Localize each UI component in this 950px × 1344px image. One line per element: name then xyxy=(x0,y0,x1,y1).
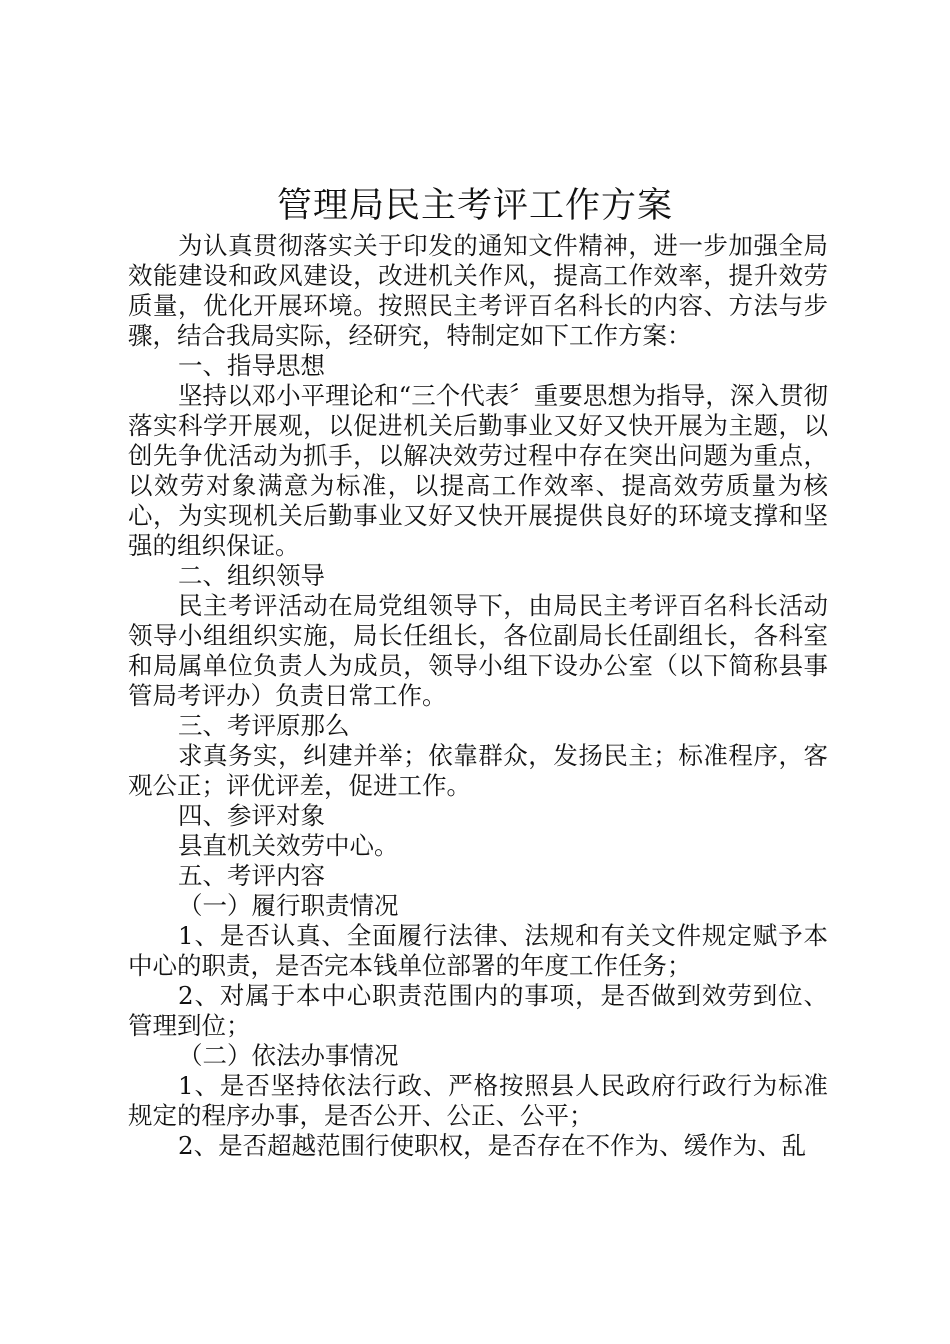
subsection-heading-lawful-conduct: （二）依法办事情况 xyxy=(178,1041,399,1070)
section-heading-organization: 二、组织领导 xyxy=(178,561,325,590)
document-body xyxy=(128,231,828,1161)
section-heading-principles: 三、考评原那么 xyxy=(178,711,350,740)
section-heading-participants: 四、参评对象 xyxy=(178,801,325,830)
list-item-lawful-1: 1、是否坚持依法行政、严格按照县人民政府行政行为标准规定的程序办事，是否公开、公正、公平； xyxy=(128,1071,828,1130)
paragraph-organization: 民主考评活动在局党组领导下，由局民主考评百名科长活动领导小组组织实施，局长任组长，各位副局长任副组长，各科室和局属单位负责人为成员，领导小组下设办公室（以下简称县事管局考评办）负责日常工作。 xyxy=(128,591,828,710)
subsection-heading-duties: （一）履行职责情况 xyxy=(178,891,399,920)
list-item-lawful-2: 2、是否超越范围行使职权，是否存在不作为、缓作为、乱 xyxy=(178,1131,807,1160)
list-item-duties-2: 2、对属于本中心职责范围内的事项，是否做到效劳到位、管理到位； xyxy=(128,981,828,1040)
section-heading-guiding-thought: 一、指导思想 xyxy=(178,351,325,380)
paragraph-intro: 为认真贯彻落实关于印发的通知文件精神，进一步加强全局效能建设和政风建设，改进机关作风，提高工作效率，提升效劳质量，优化开展环境。按照民主考评百名科长的内容、方法与步骤，结合我局实际，经研究，特制定如下工作方案： xyxy=(128,231,828,350)
list-item-duties-1: 1、是否认真、全面履行法律、法规和有关文件规定赋予本中心的职责，是否完本钱单位部署的年度工作任务； xyxy=(128,921,828,980)
section-heading-content: 五、考评内容 xyxy=(178,861,325,890)
paragraph-principles: 求真务实，纠建并举；依靠群众，发扬民主；标准程序，客观公正；评优评差，促进工作。 xyxy=(128,741,828,800)
paragraph-guiding-thought: 坚持以邓小平理论和“三个代表〞重要思想为指导，深入贯彻落实科学开展观，以促进机关后勤事业又好又快开展为主题，以创先争优活动为抓手，以解决效劳过程中存在突出问题为重点，以效劳对象满意为标准，以提高工作效率、提高效劳质量为核心，为实现机关后勤事业又好又快开展提供良好的环境支撑和坚强的组织保证。 xyxy=(128,381,828,560)
paragraph-participants: 县直机关效劳中心。 xyxy=(178,831,399,860)
document-title: 管理局民主考评工作方案 xyxy=(276,186,673,226)
